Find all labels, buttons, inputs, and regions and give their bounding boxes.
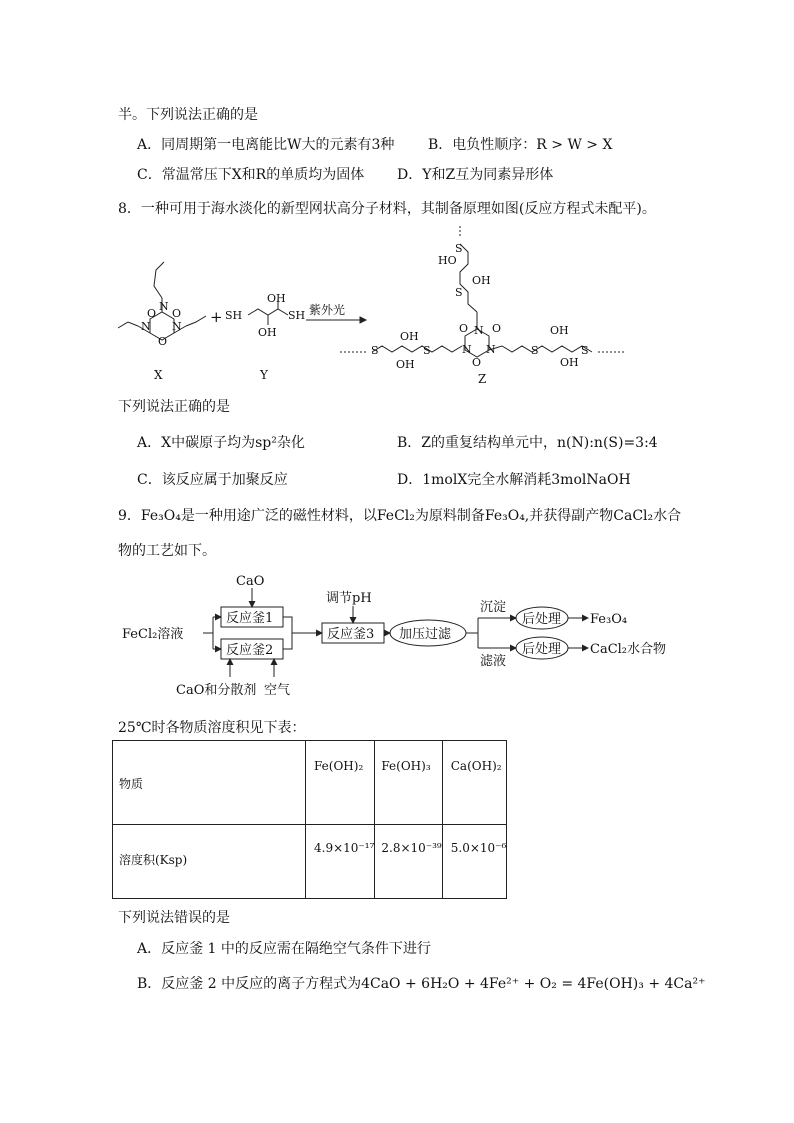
q7-option-a: A．同周期第一电离能比W大的元素有3种: [137, 137, 395, 153]
flow-pressure-filter: 加压过滤: [399, 627, 452, 642]
ksp-value-feoh3: 2.8×10⁻³⁹: [375, 825, 442, 899]
svg-text:OH: OH: [400, 330, 419, 343]
svg-text:O: O: [147, 307, 157, 320]
q7-continuation: 半。下列说法正确的是: [118, 107, 258, 123]
svg-text:N: N: [172, 320, 182, 333]
flow-ph-adjust: 调节pH: [326, 591, 372, 606]
svg-text:OH: OH: [396, 358, 415, 371]
svg-text:OH: OH: [472, 274, 491, 287]
q8-option-d: D．1molX完全水解消耗3molNaOH: [397, 472, 631, 488]
y-oh-bottom: OH: [258, 326, 277, 339]
q9-table-caption: 25℃时各物质溶度积见下表：: [118, 720, 306, 736]
q8-stem: 8．一种可用于海水淡化的新型网状高分子材料，其制备原理如图(反应方程式未配平)。: [118, 201, 656, 217]
label-y: Y: [260, 368, 268, 382]
svg-text:O: O: [172, 307, 182, 320]
q8-reaction-scheme: [110, 222, 670, 392]
svg-text:OH: OH: [560, 356, 579, 369]
label-z: Z: [478, 372, 487, 386]
flow-reactor3: 反应釜3: [327, 627, 375, 642]
q9-stem-line1: 9．Fe₃O₄是一种用途广泛的磁性材料，以FeCl₂为原料制备Fe₃O₄,并获得副产物CaCl₂水合: [118, 508, 682, 524]
flow-feed: FeCl₂溶液: [122, 627, 184, 642]
svg-text:O: O: [472, 356, 482, 369]
q9-question: 下列说法错误的是: [118, 910, 230, 926]
plus-sign: +: [210, 308, 223, 326]
flow-filtrate: 滤液: [480, 654, 507, 669]
flow-reactor2: 反应釜2: [226, 643, 274, 658]
flow-product-cacl2: CaCl₂水合物: [590, 642, 667, 657]
svg-text:N: N: [462, 343, 472, 356]
q7-option-d: D．Y和Z互为同素异形体: [397, 167, 554, 183]
flow-cao-input: CaO: [236, 574, 265, 589]
ksp-header-feoh2: Fe(OH)₂: [306, 741, 375, 825]
label-x: X: [154, 368, 163, 382]
svg-text:N: N: [474, 324, 484, 337]
svg-text:N: N: [159, 300, 169, 313]
q9-stem-line2: 物的工艺如下。: [118, 543, 216, 559]
svg-text:S: S: [423, 344, 431, 357]
ksp-value-feoh2: 4.9×10⁻¹⁷: [306, 825, 375, 899]
q9-option-b: B．反应釜 2 中反应的离子方程式为4CaO + 6H₂O + 4Fe²⁺ + O₂ = 4Fe(OH)₃ + 4Ca²⁺: [137, 976, 706, 992]
svg-text:O: O: [459, 322, 469, 335]
ksp-value-caoh2: 5.0×10⁻⁶: [442, 825, 507, 899]
svg-text:S: S: [531, 344, 539, 357]
ksp-header-feoh3: Fe(OH)₃: [375, 741, 442, 825]
svg-text:HO: HO: [438, 254, 457, 267]
q7-option-b: B．电负性顺序：R > W > X: [428, 137, 613, 153]
ksp-row-label: 溶度积(Ksp): [113, 825, 306, 899]
svg-text:S: S: [581, 344, 589, 357]
ksp-header-substance: 物质: [113, 741, 306, 825]
flow-cao-dispersant: CaO和分散剂: [176, 683, 257, 698]
flow-reactor1: 反应釜1: [226, 611, 274, 626]
flow-post-treatment2: 后处理: [522, 642, 562, 657]
svg-text:OH: OH: [550, 324, 569, 337]
q8-option-a: A．X中碳原子均为sp²杂化: [137, 435, 305, 451]
svg-text:S: S: [455, 286, 463, 299]
flow-precipitate: 沉淀: [480, 600, 507, 615]
q8-option-b: B．Z的重复结构单元中，n(N):n(S)=3:4: [397, 435, 658, 451]
q7-option-c: C．常温常压下X和R的单质均为固体: [137, 167, 365, 183]
q9-option-a: A．反应釜 1 中的反应需在隔绝空气条件下进行: [137, 941, 431, 957]
q9-process-flowchart: [118, 568, 678, 698]
q8-option-c: C．该反应属于加聚反应: [137, 472, 288, 488]
ksp-table: [112, 740, 507, 899]
svg-text:O: O: [158, 335, 168, 348]
flow-product-fe3o4: Fe₃O₄: [590, 612, 628, 627]
svg-text:S: S: [455, 242, 463, 255]
uv-light-label: 紫外光: [309, 303, 346, 317]
q8-question: 下列说法正确的是: [118, 399, 230, 415]
y-sh-right: SH: [288, 309, 306, 322]
flow-post-treatment1: 后处理: [522, 612, 562, 627]
y-oh-top: OH: [267, 292, 286, 305]
y-sh-left: SH: [225, 309, 243, 322]
svg-text:N: N: [141, 320, 151, 333]
svg-text:O: O: [492, 322, 502, 335]
svg-text:S: S: [371, 344, 379, 357]
svg-text:N: N: [486, 343, 496, 356]
ksp-header-caoh2: Ca(OH)₂: [442, 741, 507, 825]
flow-air: 空气: [264, 683, 291, 698]
